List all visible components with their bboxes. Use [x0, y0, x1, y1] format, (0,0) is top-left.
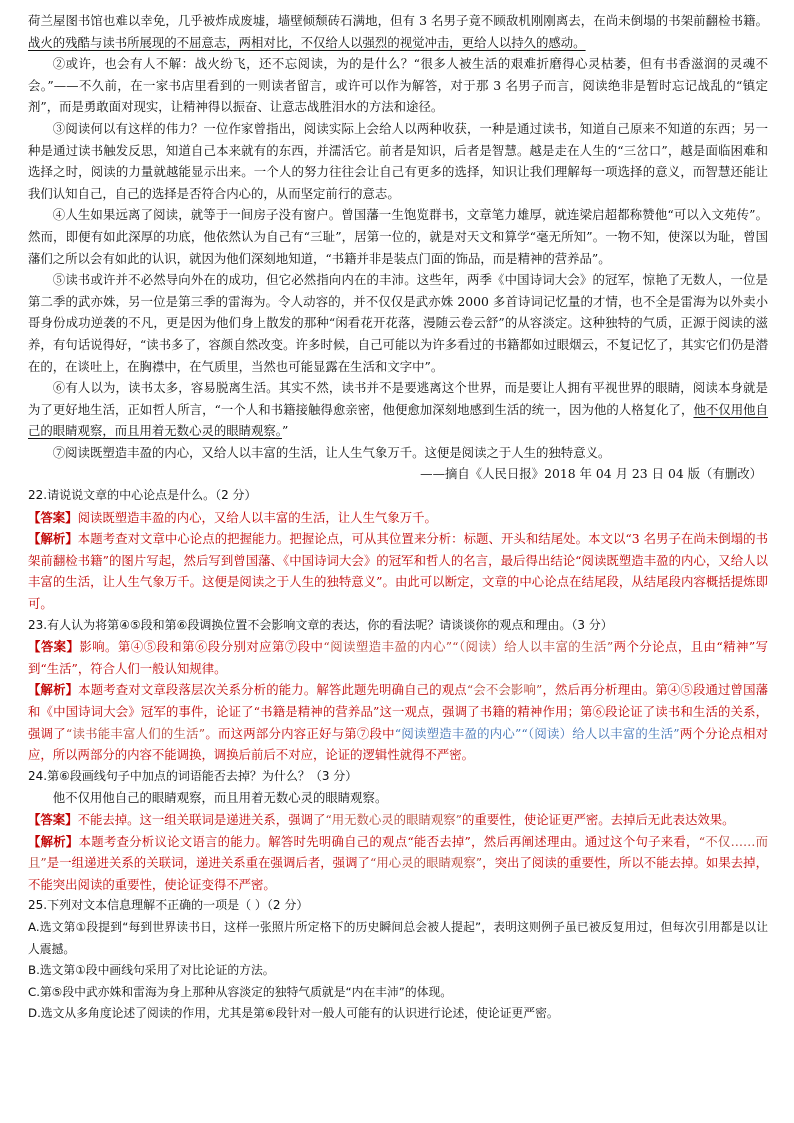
- document-page: [28, 10, 768, 1025]
- quoted-sentence: 他不仅用他自己的眼睛观察，而且用着无数心灵的眼睛观察。: [52, 790, 388, 806]
- answer-23: 【答案】影响。第④⑤段和第⑥段分别对应第⑦段中“阅读塑造丰盈的内心”“（阅读）给人以丰富的生活”两个分论点，且由“精神”写到“生活”，符合人们一般认知规律。: [28, 639, 769, 676]
- option-c: C.第⑤段中武亦姝和雷海为身上那种从容淡定的独特气质就是“内在丰沛”的体现。: [28, 984, 453, 999]
- question-22: 22.请说说文章的中心论点是什么。（2 分）: [28, 488, 257, 503]
- option-d: D.选文从多角度论述了阅读的作用，尤其是第⑥段针对一般人可能有的认识进行论述，使论证更严密。: [28, 1006, 559, 1021]
- underlined-sentence: 战火的残酷与读书所展现的不屈意志，两相对比，不仅给人以强烈的视觉冲击，更给人以持久的感动。: [28, 34, 586, 50]
- source-citation: ——摘自《人民日报》2018 年 04 月 23 日 04 版（有删改）: [420, 466, 762, 482]
- answer-tag: 【答案】: [28, 509, 78, 525]
- paragraph-7: ⑦阅读既塑造丰盈的内心，又给人以丰富的生活，让人生气象万千。这便是阅读之于人生的独特意义。: [52, 444, 611, 460]
- analysis-tag: 【解析】: [28, 531, 78, 547]
- question-25: 25.下列对文本信息理解不正确的一项是（ ）（2 分）: [28, 898, 309, 913]
- answer-tag: 【答案】: [28, 639, 80, 655]
- question-24: 24.第⑥段画线句子中加点的词语能否去掉？为什么？（3 分）: [28, 768, 358, 783]
- paragraph-4: ④人生如果远离了阅读，就等于一间房子没有窗户。曾国藩一生饱览群书，文章笔力雄厚，就连梁启超都称赞他“可以入文苑传”。然而，即便有如此深厚的功底，他依然认为自己有“三耻”，居第一位的，就是对天文和算学“毫无所知”。一物不知，使深以为耻，曾国藩们之所以会有如此的认识，就因为他们深刻地知道，“书籍并非是装点门面的饰品，而是精神的营养品”。: [28, 207, 768, 266]
- option-b: B.选文第①段中画线句采用了对比论证的方法。: [28, 963, 275, 978]
- analysis-24: 【解析】本题考查分析议论文语言的能力。解答时先明确自己的观点“能否去掉”，然后再阐述理由。通过这个句子来看，“不仅……而且”是一组递进关系的关联词，递进关系重在强调后者，强调了“用心灵的眼睛观察”，突出了阅读的重要性，所以不能去掉。如果去掉，不能突出阅读的重要性，使论证变得不严密。: [28, 833, 769, 892]
- paragraph-2: ②或许，也会有人不解：战火纷飞，还不忘阅读，为的是什么？“很多人被生活的艰难折磨得心灵枯萎，但有书香滋润的灵魂不会。”——不久前，在一家书店里看到的一则读者留言，或许可以作为解答，对于那 3 名男子而言，阅读绝非是暂时忘记战乱的“镇定剂”，而是勇敢面对现实，让精神得以振奋、让意志战胜泪水的方法和途径。: [28, 56, 768, 115]
- paragraph-1: 荷兰屋图书馆也难以幸免，几乎被炸成废墟，墙壁倾颓砖石满地，但有 3 名男子竟不顾敌机刚刚离去，在尚未倒塌的书架前翻检书籍。战火的残酷与读书所展现的不屈意志，两相对比，不仅给人以强烈的视觉冲击，更给人以持久的感动。: [28, 13, 768, 50]
- answer-24: 【答案】不能去掉。这一组关联词是递进关系，强调了“用无数心灵的眼睛观察”的重要性，使论证更严密。去掉后无此表达效果。: [28, 811, 735, 827]
- paragraph-3: ③阅读何以有这样的伟力？一位作家曾指出，阅读实际上会给人以两种收获，一种是通过读书，知道自己原来不知道的东西；另一种是通过读书触发反思，知道自己本来就有的东西，并濡活它。前者是知识，后者是智慧。越是走在人生的“三岔口”，越是面临困难和选择之时，阅读的力量就越能显示出来。一个人的努力往往会让自己有更多的选择，知识让我们理解每一项选择的意义，而智慧还能让我们认知自己，自己的选择是否符合内心的，从而坚定前行的意志。: [28, 120, 768, 201]
- answer-22: 【答案】阅读既塑造丰盈的内心，又给人以丰富的生活，让人生气象万千。: [28, 509, 437, 525]
- question-23: 23.有人认为将第④⑤段和第⑥段调换位置不会影响文章的表达，你的看法呢？请谈谈你的观点和理由。（3 分）: [28, 617, 613, 632]
- paragraph-6: ⑥有人以为，读书太多，容易脱离生活。其实不然，读书并不是要逃离这个世界，而是要让人拥有平视世界的眼睛，阅读本身就是为了更好地生活，正如哲人所言，“一个人和书籍接触得愈亲密，他便愈加深刻地感到生活的统一，因为他的人格复化了，他不仅用他自己的眼睛观察，而且用着无数心灵的眼睛观察。”: [28, 380, 769, 439]
- option-a: A.选文第①段提到“每到世界读书日，这样一张照片所定格下的历史瞬间总会被人提起”，表明这则例子虽已被反复用过，但每次引用都是以让人震撼。: [28, 919, 768, 956]
- analysis-23: 【解析】本题考查对文章段落层次关系分析的能力。解答此题先明确自己的观点“会不会影响”，然后再分析理由。第④⑤段通过曾国藩和《中国诗词大会》冠军的事件，论证了“书籍是精神的营养品”这一观点，强调了书籍的精神作用；第⑥段论证了读书和生活的关系，强调了“读书能丰富人们的生活”。而这两部分内容正好与第⑦段中“阅读塑造丰盈的内心”“（阅读）给人以丰富的生活”两个分论点相对应，所以两部分的内容不能调换，调换后前后不对应，论证的逻辑性就得不严密。: [28, 682, 769, 763]
- analysis-22: 【解析】本题考查对文章中心论点的把握能力。把握论点，可从其位置来分析：标题、开头和结尾处。本文以“3 名男子在尚未倒塌的书架前翻检书籍”的图片写起，然后写到曾国藩、《中国诗词大会》的冠军和哲人的名言，最后得出结论“阅读既塑造丰盈的内心，又给人以丰富的生活，让人生气象万千。这便是阅读之于人生的独特意义”。由此可以断定，文章的中心论点在结尾段，从结尾段内容概括提炼即可。: [28, 531, 769, 612]
- underlined-sentence: 他不仅用他自己的眼睛观察，而且用着无数心灵的眼睛观察。: [28, 401, 769, 439]
- answer-tag: 【答案】: [28, 811, 78, 827]
- analysis-tag: 【解析】: [28, 682, 79, 698]
- paragraph-5: ⑤读书或许并不必然导向外在的成功，但它必然指向内在的丰沛。这些年，两季《中国诗词大会》的冠军，惊艳了无数人，一位是第二季的武亦姝，另一位是第三季的雷海为。令人动容的，并不仅仅是武亦姝 2000 多首诗词记忆量的才情，也不全是雷海为以外卖小哥身份成功逆袭的不凡，更是因为他们身上散发的那种“闲看花开花落，漫随云卷云舒”的从容淡定。这种独特的气质，正源于阅读的滋养，有句话说得好，“读书多了，容颜自然改变。许多时候，自己可能以为许多看过的书籍都如过眼烟云，不复记忆了，其实它们仍是潜在的，在谈吐上，在胸襟中，在气质里，当然也可能显露在生活和文字中”。: [28, 272, 768, 374]
- analysis-tag: 【解析】: [28, 833, 79, 849]
